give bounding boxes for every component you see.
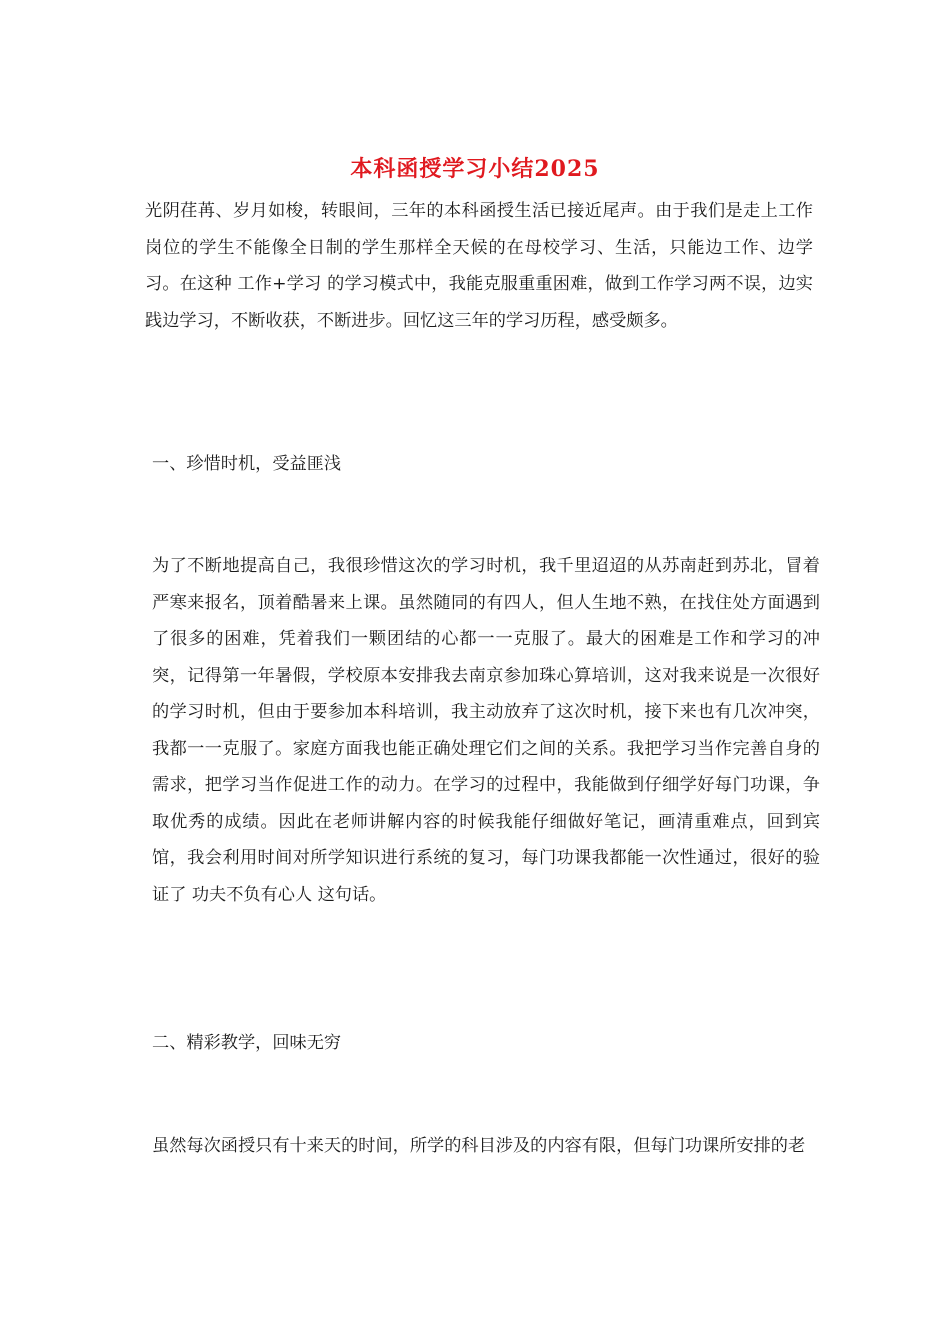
intro-paragraph: 光阴荏苒、岁月如梭，转眼间，三年的本科函授生活已接近尾声。由于我们是走上工作岗位的学生不能像全日制的学生那样全天候的在母校学习、生活，只能边工作、边学习。在这种 工作+学习 的学习模式中，我能克服重重困难，做到工作学习两不误，边实践边学习，不断收获，不断进步。回忆这三年的学习历程，感受颇多。 [145, 201, 813, 331]
section-heading-2: 二、精彩教学，回味无穷 [152, 1033, 342, 1053]
section-2-paragraph: 虽然每次函授只有十来天的时间，所学的科目涉及的内容有限，但每门功课所安排的老 [152, 1136, 806, 1156]
section-1-paragraph: 为了不断地提高自己，我很珍惜这次的学习时机，我千里迢迢的从苏南赶到苏北，冒着严寒来报名，顶着酷暑来上课。虽然随同的有四人，但人生地不熟，在找住处方面遇到了很多的困难，凭着我们一颗团结的心都一一克服了。最大的困难是工作和学习的冲突，记得第一年暑假，学校原本安排我去南京参加珠心算培训，这对我来说是一次很好的学习时机，但由于要参加本科培训，我主动放弃了这次时机，接下来也有几次冲突，我都一一克服了。家庭方面我也能正确处理它们之间的关系。我把学习当作完善自身的需求，把学习当作促进工作的动力。在学习的过程中，我能做到仔细学好每门功课，争取优秀的成绩。因此在老师讲解内容的时候我能仔细做好笔记，画清重难点，回到宾馆，我会利用时间对所学知识进行系统的复习，每门功课我都能一次性通过，很好的验证了 功夫不负有心人 这句话。 [152, 556, 820, 905]
document-title: 本科函授学习小结2025 [350, 156, 600, 182]
section-heading-1: 一、珍惜时机，受益匪浅 [152, 454, 342, 474]
